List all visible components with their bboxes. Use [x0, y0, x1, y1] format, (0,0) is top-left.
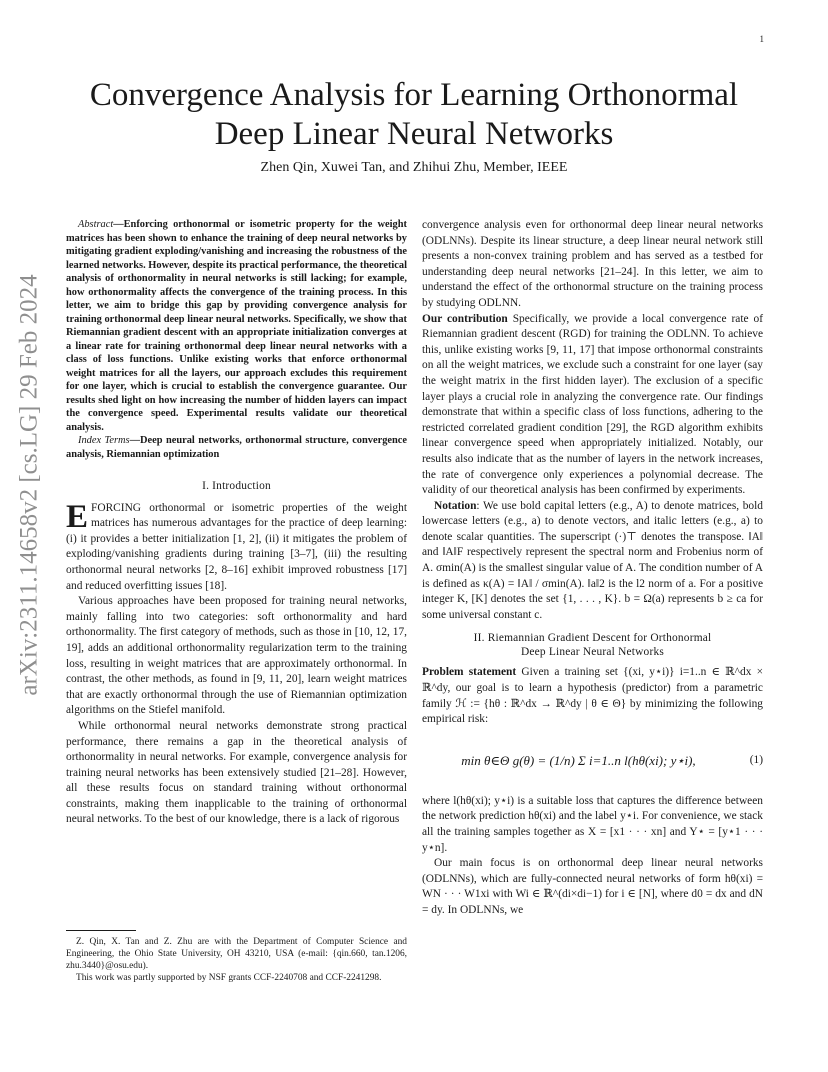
abstract	[66, 218, 407, 434]
footnote-funding: This work was partly supported by NSF grants CCF-2240708 and CCF-2241298.	[76, 973, 382, 983]
section-heading-rgd-line-1: II. Riemannian Gradient Descent for Orthonormal	[473, 632, 712, 645]
problem-statement-text: Given a training set {(xi, y⋆i)} i=1..n ∈ ℝ^dx × ℝ^dy, our goal is to learn a hypothesis (predictor) from a parametric family ℋ := {hθ : ℝ^dx → ℝ^dy | θ ∈ Θ} by minimizing the following empirical risk:	[422, 666, 763, 726]
index-terms-text: —Deep neural networks, orthonormal structure, convergence analysis, Riemannian optimization	[66, 435, 408, 460]
notation-text: : We use bold capital letters (e.g., A) to denote matrices, bold lowercase letters (e.g., a) to denote vectors, and italic letters (e.g., a) to denote scalar quantities. The superscript (·)⊤ denotes the transpose. ‖A‖ and ‖A‖F respectively represent the spectral norm and Frobenius norm of A. σmin(A) is the smallest singular value of A. The condition number of A is defined as κ(A) = ‖A‖ / σmin(A). ‖a‖2 is the l2 norm of a. For a positive integer K, [K] denotes the set {1, . . . , K}. b = Ω(a) represents b ≥ ca for some universal constant c.	[422, 499, 763, 621]
section-heading-rgd	[422, 631, 763, 659]
arxiv-stamp	[16, 274, 43, 696]
title-line-2: Deep Linear Neural Networks	[214, 116, 614, 152]
equation-1-number: (1)	[749, 754, 763, 767]
footnotes	[66, 936, 407, 984]
problem-statement-label: Problem statement	[422, 666, 517, 679]
equation-1	[422, 738, 763, 784]
title-line-1: Convergence Analysis for Learning Orthonormal	[89, 77, 739, 113]
footnote-affiliation: Z. Qin, X. Tan and Z. Zhu are with the Department of Computer Science and Engineering, the Ohio State University, OH 43210, USA (e-mail: {qin.660, tan.1206, zhu.3440}@osu.edu).	[66, 937, 407, 971]
page-number: 1	[759, 34, 764, 44]
paper-title	[62, 76, 766, 154]
contribution-label: Our contribution	[422, 312, 508, 325]
index-terms	[66, 434, 407, 461]
contribution-paragraph	[422, 312, 763, 499]
section-heading-introduction: I. Introduction	[202, 480, 271, 492]
footnote-divider	[66, 930, 136, 931]
authors: Zhen Qin, Xuwei Tan, and Zhihui Zhu, Member, IEEE	[260, 160, 568, 175]
intro-paragraph-2: Various approaches have been proposed for training neural networks, mainly falling into two categories: soft orthonormality and hard orthonormality. The first category of methods, such as those in [10, 12, 17, 19], adds an additional orthonormality regularization term to the training loss, resulting in weight matrices that are approximately orthonormal. In contrast, the other methods, as found in [9, 11, 20], learn weight matrices that are exactly orthonormal through the use of Riemannian optimization algorithms on the Stiefel manifold.	[66, 595, 407, 717]
index-terms-label: Index Terms	[78, 435, 130, 446]
section-heading-rgd-line-2: Deep Linear Neural Networks	[521, 646, 664, 659]
abstract-label: Abstract	[78, 219, 114, 230]
problem-statement-paragraph	[422, 665, 763, 727]
contribution-text: Specifically, we provide a local convergence rate of Riemannian gradient descent (RGD) for training the ODLNN. To achieve this, unlike existing works [9, 11, 17] that impose orthonormal constraints on all the weight matrices, we exclude such a constraint for one layer (say the weight matrix in the first hidden layer). The exclusion of a specific layer plays a crucial role in analyzing the convergence rate. Our findings demonstrate that within a specific class of loss functions, adhering to the restricted correlated gradient condition [29], the RGD algorithm exhibits linear convergence speed when appropriately initialized. Notably, our results also indicate that as the number of layers in the network increases, the rate of convergence only experiences a polynomial decrease. The validity of our theoretical analysis has been confirmed by experiments.	[422, 312, 763, 497]
after-equation-paragraph: where l(hθ(xi); y⋆i) is a suitable loss that captures the difference between the network prediction hθ(xi) and the label y⋆i. For convenience, we stack all the training samples together as X = [x1 · · · xn] and Y⋆ = [y⋆1 · · · y⋆n].	[422, 794, 763, 854]
intro-paragraph-1-text: FORCING orthonormal or isometric properties of the weight matrices has numerous advantages for the practice of deep learning: (i) it provides a better initialization [1, 2], (ii) it mitigates the problem of exploding/vanishing gradients during training [3–7], (iii) the resulting orthonormal neural networks [2, 8–16] exhibit improved robustness [17] and reduced overfitting issues [18].	[66, 501, 407, 592]
main-focus-paragraph: Our main focus is on orthonormal deep linear neural networks (ODLNNs), which are fully-connected neural networks of form hθ(xi) = WN · · · W1xi with Wi ∈ ℝ^(di×di−1) for i ∈ [N], where d0 = dx and dN = dy. In ODLNNs, we	[422, 857, 763, 916]
intro-paragraph-3: While orthonormal neural networks demonstrate strong practical performance, there remains a gap in the theoretical analysis of orthonormality in neural networks. For example, convergence analysis for training neural networks has been extensively studied [21–28]. However, all these results focus on standard training without orthonormal constraints, making them inapplicable to the training of orthonormal neural networks. To the best of our knowledge, there is a lack of rigorous	[66, 719, 407, 826]
left-column	[66, 218, 407, 828]
arxiv-stamp-text: arXiv:2311.14658v2 [cs.LG] 29 Feb 2024	[16, 274, 43, 696]
equation-1-body: min θ∈Θ g(θ) = (1/n) Σ i=1..n l(hθ(xi); y⋆i),	[461, 753, 696, 769]
intro-paragraph-1	[66, 498, 407, 595]
right-column	[422, 218, 763, 919]
notation-paragraph	[422, 499, 763, 624]
intro-paragraph-3-continued: convergence analysis even for orthonormal deep linear neural networks (ODLNNs). Despite its linear structure, a deep linear neural network still presents a non-convex training problem and has served as a testbed for understanding deep neural networks [21–24]. In this letter, we aim to understand the effect of the orthonormal structure on the training process by studying ODLNN.	[422, 219, 763, 309]
dropcap-letter: E	[66, 498, 89, 535]
abstract-text: —Enforcing orthonormal or isometric property for the weight matrices has been shown to enhance the training of deep neural networks by mitigating gradient exploding/vanishing and increasing the robustness of the learned networks. However, despite its practical performance, the theoretical analysis of orthonormality in neural networks is still lacking; for example, how orthonormality affects the convergence of the training process. In this letter, we aim to bridge this gap by providing convergence analysis for training orthonormal deep linear neural networks. Specifically, we show that Riemannian gradient descent with an appropriate initialization converges at a linear rate for training orthonormal deep linear neural networks with a class of loss functions. Unlike existing works that enforce orthonormal weight matrices for all the layers, our approach excludes this requirement for one layer, which is crucial to establish the convergence guarantee. Our results shed light on how increasing the number of hidden layers can impact the convergence speed. Experimental results validate our theoretical analysis.	[66, 219, 407, 433]
notation-label: Notation	[434, 499, 477, 512]
